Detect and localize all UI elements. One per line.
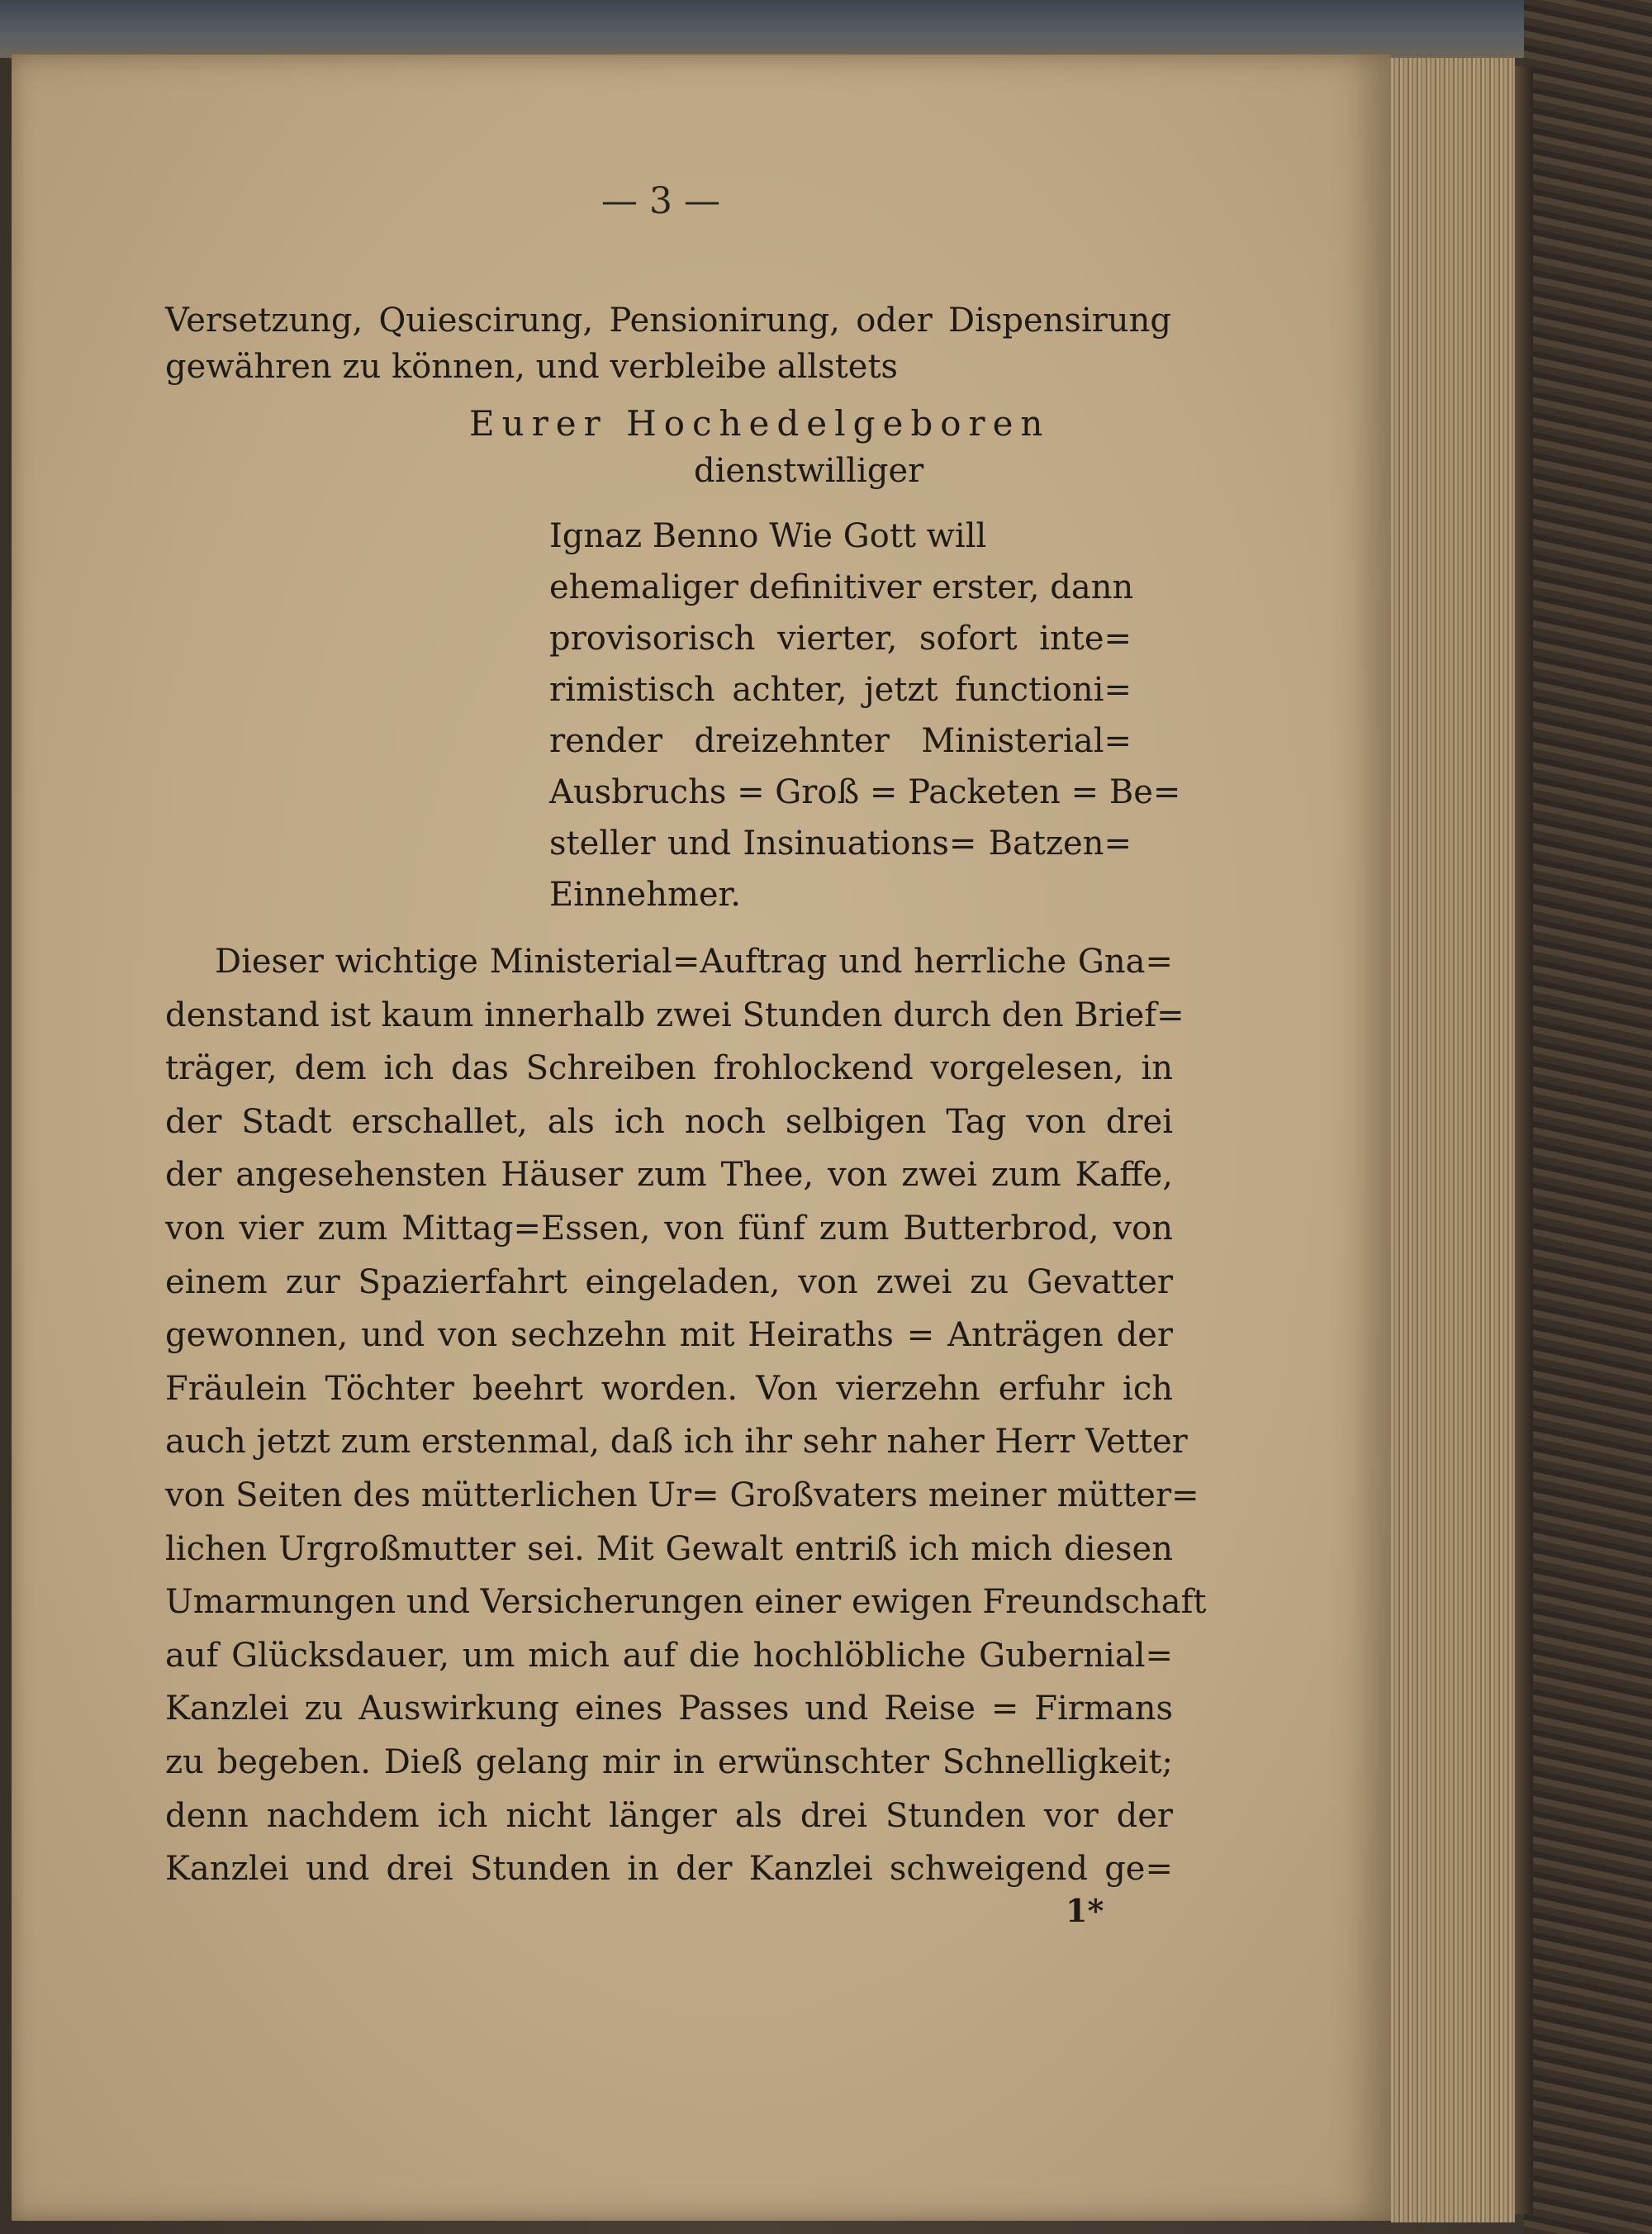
closing: dienstwilliger <box>694 452 924 490</box>
body-line: auf Glücksdauer, um mich auf die hochlöbliche Gubernial= <box>165 1636 1173 1675</box>
page-stack-edges <box>1391 58 1515 2222</box>
cover-top-edge <box>0 0 1652 58</box>
body-line: Kanzlei zu Auswirkung eines Passes und Reise = Firmans <box>165 1690 1173 1728</box>
signature-line: steller und Insinuations= Batzen= <box>549 825 1132 863</box>
cover-right-edge <box>1524 0 1652 2234</box>
text-line: Versetzung, Quiescirung, Pensionirung, oder Dispensirung <box>165 302 1171 340</box>
signature-line: Ausbruchs = Groß = Packeten = Be= <box>549 773 1181 811</box>
salutation: Eurer Hochedelgeboren <box>469 403 1051 444</box>
signature-line: Ignaz Benno Wie Gott will <box>549 517 987 555</box>
body-line: der angesehensten Häuser zum Thee, von zwei zum Kaffe, <box>165 1156 1173 1195</box>
body-line: der Stadt erschallet, als ich noch selbigen Tag von drei <box>165 1102 1173 1141</box>
signature-line: render dreizehnter Ministerial= <box>549 722 1132 760</box>
body-line: träger, dem ich das Schreiben frohlockend vorgelesen, in <box>165 1049 1173 1088</box>
opening-lines <box>165 297 1171 390</box>
body-line: denstand ist kaum innerhalb zwei Stunden durch den Brief= <box>165 996 1184 1034</box>
body-line: von Seiten des mütterlichen Ur= Großvaters meiner mütter= <box>165 1476 1199 1514</box>
text-line: gewähren zu können, und verbleibe allstets <box>165 348 899 386</box>
body-paragraph <box>165 935 1207 1896</box>
body-line: zu begeben. Dieß gelang mir in erwünschter Schnelligkeit; <box>165 1742 1173 1781</box>
body-line: Fräulein Töchter beehrt worden. Von vierzehn erfuhr ich <box>165 1369 1173 1408</box>
body-line: Umarmungen und Versicherungen einer ewigen Freundschaft <box>165 1583 1207 1622</box>
body-line: Kanzlei und drei Stunden in der Kanzlei schweigend ge= <box>165 1850 1173 1889</box>
page-stack-shadow <box>1515 66 1533 2214</box>
body-line: einem zur Spazierfahrt eingeladen, von zwei zu Gevatter <box>165 1262 1173 1301</box>
body-line: denn nachdem ich nicht länger als drei Stunden vor der <box>165 1796 1173 1835</box>
signature-line: rimistisch achter, jetzt functioni= <box>549 671 1132 709</box>
signature-block <box>549 511 1181 920</box>
body-line: lichen Urgroßmutter sei. Mit Gewalt entriß ich mich diesen <box>165 1529 1173 1568</box>
body-line: von vier zum Mittag=Essen, von fünf zum Butterbrod, von <box>165 1209 1173 1248</box>
body-line: auch jetzt zum erstenmal, daß ich ihr sehr naher Herr Vetter <box>165 1423 1188 1462</box>
signature-line: Einnehmer. <box>549 876 741 914</box>
body-line: Dieser wichtige Ministerial=Auftrag und herrliche Gna= <box>215 943 1173 981</box>
page-number: — 3 — <box>601 180 720 222</box>
body-line: gewonnen, und von sechzehn mit Heiraths = Anträgen der <box>165 1316 1173 1355</box>
printer-signature-mark: 1* <box>1066 1892 1104 1929</box>
signature-line: provisorisch vierter, sofort inte= <box>549 620 1132 658</box>
signature-line: ehemaliger definitiver erster, dann <box>549 568 1134 606</box>
